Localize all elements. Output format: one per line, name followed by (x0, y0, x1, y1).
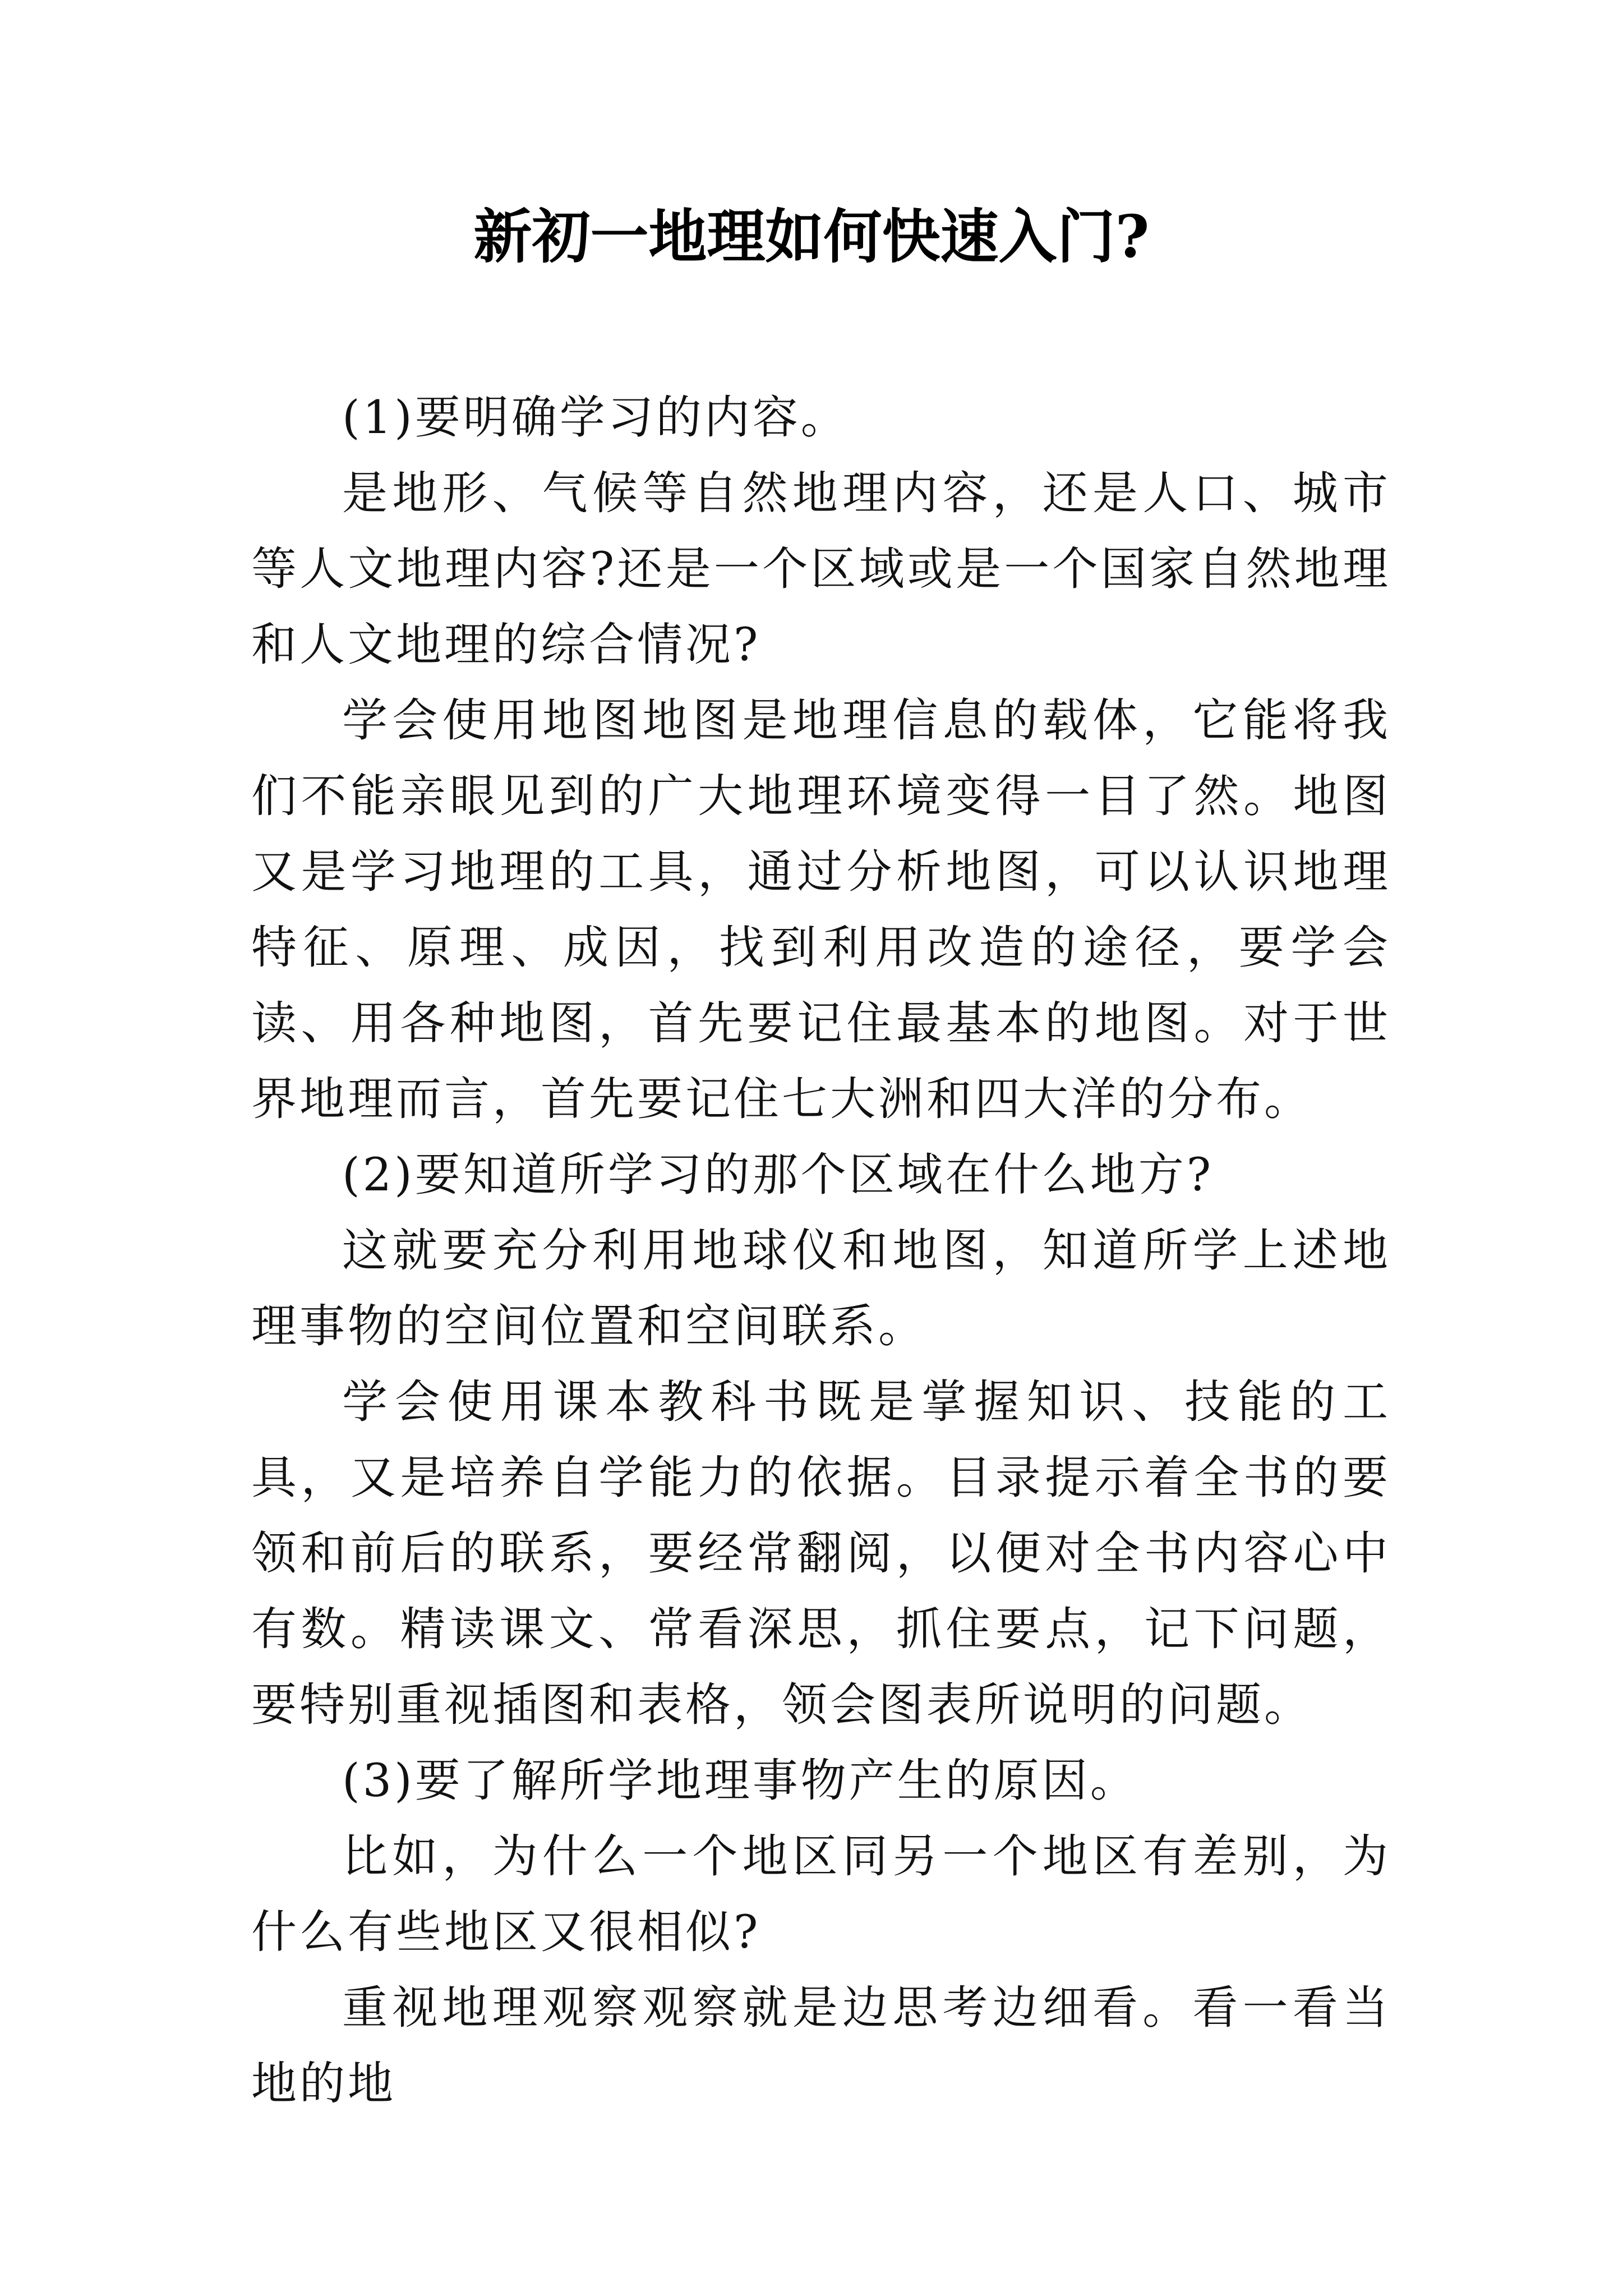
paragraph: 学会使用地图地图是地理信息的载体，它能将我们不能亲眼见到的广大地理环境变得一目了然。地图又是学习地理的工具，通过分析地图，可以认识地理特征、原理、成因，找到利用改造的途径，要学会读、用各种地图，首先要记住最基本的地图。对于世界地理而言，首先要记住七大洲和四大洋的分布。 (251, 694, 1391, 1126)
paragraph: 比如，为什么一个地区同另一个地区有差别，为什么有些地区又很相似? (251, 1830, 1391, 1959)
paragraph: 是地形、气候等自然地理内容，还是人口、城市等人文地理内容?还是一个区域或是一个国家自然地理和人文地理的综合情况? (251, 467, 1391, 671)
paragraph: 这就要充分利用地球仪和地图，知道所学上述地理事物的空间位置和空间联系。 (251, 1225, 1391, 1353)
document-body (251, 380, 1391, 2122)
paragraph: 重视地理观察观察就是边思考边细看。看一看当地的地 (251, 1982, 1391, 2110)
paragraph: (1)要明确学习的内容。 (342, 392, 849, 444)
paragraph: (3)要了解所学地理事物产生的原因。 (342, 1755, 1138, 1807)
paragraph: (2)要知道所学习的那个区域在什么地方? (342, 1149, 1214, 1202)
document-title: 新初一地理如何快速入门? (473, 202, 1150, 271)
paragraph: 学会使用课本教科书既是掌握知识、技能的工具，又是培养自学能力的依据。目录提示着全书的要领和前后的联系，要经常翻阅，以便对全书内容心中有数。精读课文、常看深思，抓住要点，记下问题，要特别重视插图和表格，领会图表所说明的问题。 (251, 1376, 1391, 1732)
